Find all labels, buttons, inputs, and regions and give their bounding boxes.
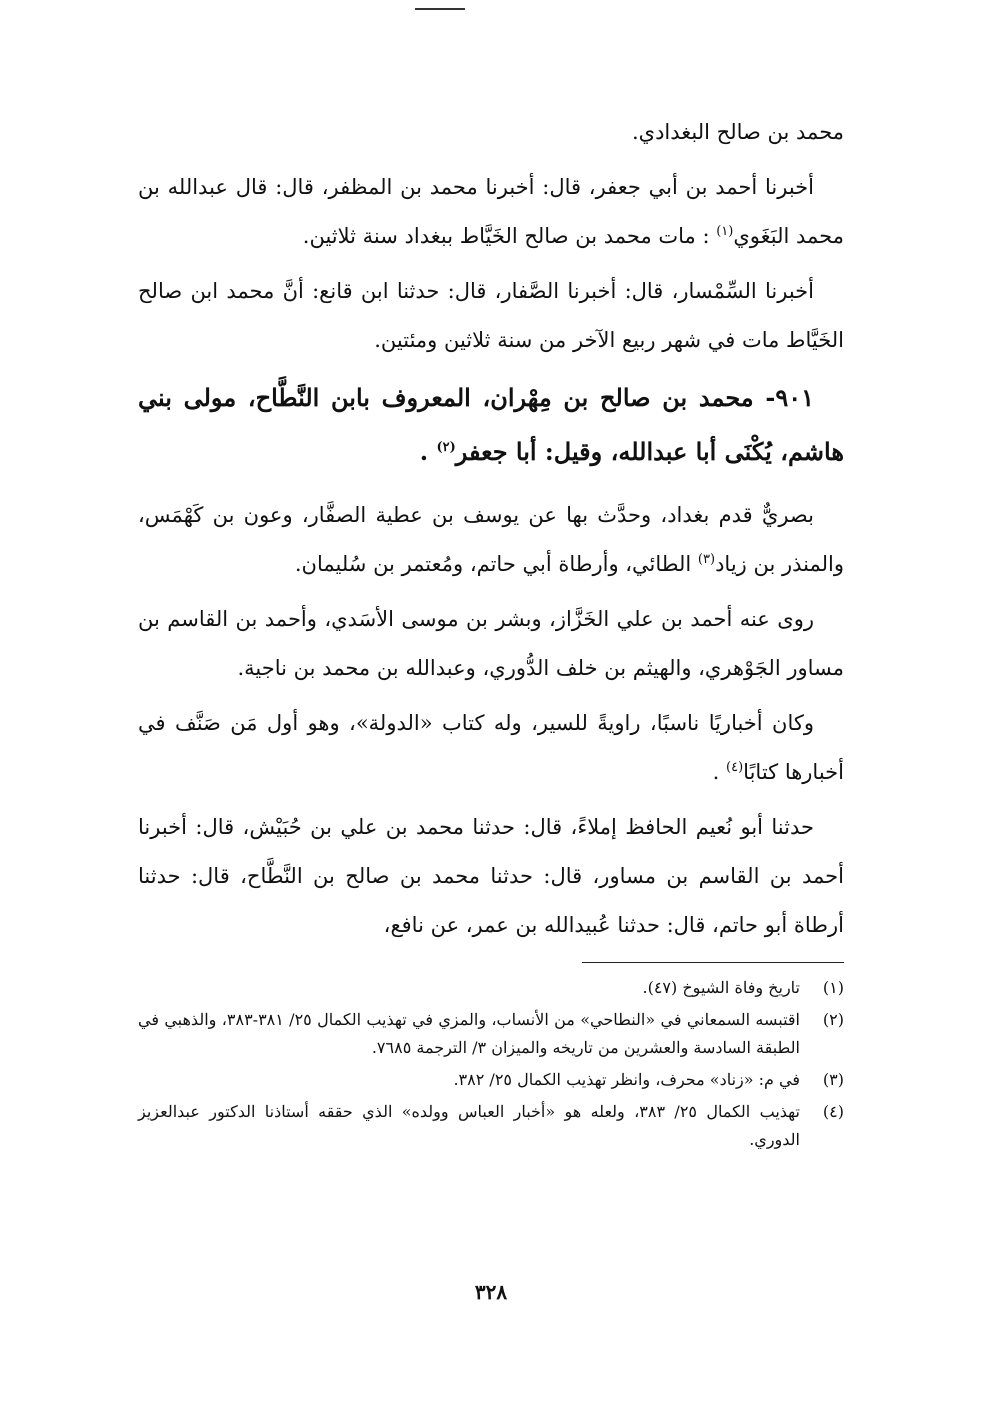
paragraph-5 [138,491,844,589]
footnote-4 [138,1098,844,1154]
main-text [138,108,844,956]
footnote-2 [138,1006,844,1062]
paragraph-1-text: محمد بن صالح البغدادي. [631,120,844,144]
footnote-1-text: تاريخ وفاة الشيوخ (٤٧). [642,978,800,997]
footnote-3 [138,1066,844,1094]
footnote-ref-3: (٣) [697,552,716,567]
paragraph-7 [138,699,844,797]
footnote-ref-2: (٢) [436,440,456,455]
heading-text: ٩٠١- محمد بن صالح بن مِهْران، المعروف بابن النَّطَّاح، مولى بني هاشم، يُكْنَى أبا عبدالله، وقيل: أبا جعفر [138,383,844,466]
paragraph-6 [138,595,844,693]
paragraph-5-tail: الطائي، وأرطاة أبي حاتم، ومُعتمر بن سُليمان. [294,552,698,576]
footnote-2-number: (٢) [822,1010,844,1029]
paragraph-1 [138,108,844,157]
top-mark [415,8,465,10]
footnote-2-text: اقتبسه السمعاني في «النطاحي» من الأنساب، والمزي في تهذيب الكمال ٢٥/ ٣٨١-٣٨٣، والذهبي في الطبقة السادسة والعشرين من تاريخه والميزان ٣/ الترجمة ٧٦٨٥. [138,1010,800,1057]
paragraph-8 [138,803,844,950]
paragraph-6-text: روى عنه أحمد بن علي الخَزَّاز، وبشر بن موسى الأسَدي، وأحمد بن القاسم بن مساور الجَوْهري، والهيثم بن خلف الدُّوري، وعبدالله بن محمد بن ناجية. [138,607,844,680]
heading-tail: . [419,437,437,466]
footnote-ref-1: (١) [716,224,734,239]
footnote-3-text: في م: «زناد» محرف، وانظر تهذيب الكمال ٢٥/ ٣٨٢. [453,1070,800,1089]
paragraph-8-text: حدثنا أبو نُعيم الحافظ إملاءً، قال: حدثنا محمد بن علي بن حُبَيْش، قال: أخبرنا أحمد بن القاسم بن مساور، قال: حدثنا محمد بن صالح بن النَّطَّاح، قال: حدثنا أرطاة أبو حاتم، قال: حدثنا عُبيدالله بن عمر، عن نافع، [138,815,844,937]
biography-heading [138,371,844,479]
footnotes [138,974,844,1158]
footnote-ref-4: (٤) [726,760,744,775]
paragraph-2 [138,163,844,261]
paragraph-7-text: وكان أخباريًا ناسبًا، راويةً للسير، وله كتاب «الدولة»، وهو أول مَن صَنَّف في أخبارها كتابًا [138,711,844,784]
footnote-1 [138,974,844,1002]
footnote-3-number: (٣) [822,1070,844,1089]
page-number: ٣٢٨ [474,1280,508,1304]
paragraph-3-text: أخبرنا السِّمْسار، قال: أخبرنا الصَّفار، قال: حدثنا ابن قانع: أنَّ محمد ابن صالح الخَيَّاط مات في شهر ربيع الآخر من سنة ثلاثين ومئتين. [138,279,844,352]
paragraph-2-text: أخبرنا أحمد بن أبي جعفر، قال: أخبرنا محمد بن المظفر، قال: قال عبدالله بن محمد البَغَوي [138,175,844,248]
footnote-1-number: (١) [822,978,844,997]
paragraph-3 [138,267,844,365]
footnote-separator [582,962,844,963]
paragraph-5-text: بصريٌّ قدم بغداد، وحدَّث بها عن يوسف بن عطية الصفَّار، وعون بن كَهْمَس، والمنذر بن زياد [138,503,844,576]
paragraph-2-tail: : مات محمد بن صالح الخَيَّاط ببغداد سنة ثلاثين. [302,224,717,248]
footnote-4-number: (٤) [822,1102,844,1121]
paragraph-7-tail: . [712,760,727,784]
footnote-4-text: تهذيب الكمال ٢٥/ ٣٨٣، ولعله هو «أخبار العباس وولده» الذي حققه أستاذنا الدكتور عبدالعزيز الدوري. [138,1102,800,1149]
